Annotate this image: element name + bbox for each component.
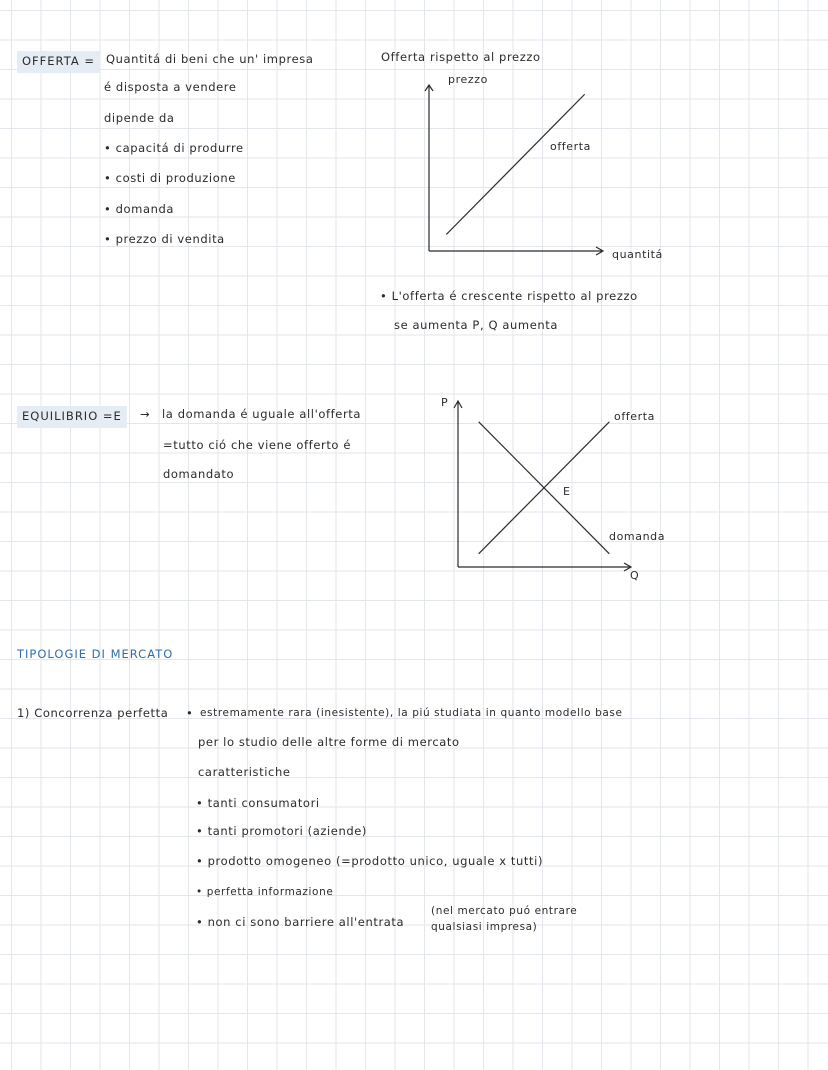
factor-item: • capacitá di produrre [104, 141, 244, 155]
characteristic-item: • non ci sono barriere all'entrata [196, 915, 405, 929]
offerta-definition-2: é disposta a vendere [104, 80, 237, 94]
barrier-note-2: qualsiasi impresa) [431, 921, 538, 933]
equilibrio-text-3: domandato [163, 467, 235, 481]
barrier-note-1: (nel mercato puó entrare [431, 905, 578, 917]
characteristic-label: non ci sono barriere all'entrata [207, 915, 405, 929]
chart-2-domanda-label: domanda [609, 530, 666, 543]
chart-2-y-label: P [441, 396, 449, 409]
equilibrio-text-1: la domanda é uguale all'offerta [162, 407, 362, 421]
factor-label: costi di produzione [115, 171, 236, 185]
factor-label: prezzo di vendita [115, 232, 225, 246]
equilibrio-heading: EQUILIBRIO =E [17, 406, 127, 428]
characteristic-item: • prodotto omogeneo (=prodotto unico, uguale x tutti) [196, 854, 544, 868]
characteristic-label: tanti consumatori [207, 796, 320, 810]
factor-item: • domanda [104, 202, 175, 216]
chart-1 [425, 73, 663, 261]
offerta-definition-1: Quantitá di beni che un' impresa [106, 52, 314, 66]
offerta-note-1: • L'offerta é crescente rispetto al prezzo [380, 289, 638, 303]
tipologie-desc-2: per lo studio delle altre forme di mercato [198, 735, 460, 749]
arrow-right-icon: → [140, 407, 151, 421]
tipologie-item-label: 1) Concorrenza perfetta [17, 706, 169, 720]
offerta-heading: OFFERTA = [17, 51, 100, 73]
chart-1-offerta-line [446, 94, 584, 234]
characteristic-label: perfetta informazione [206, 886, 334, 898]
factor-item: • prezzo di vendita [104, 232, 225, 246]
chart-1-x-label: quantitá [612, 248, 663, 261]
chart-2-equilibrium-label: E [563, 485, 571, 498]
chart-2-offerta-label: offerta [614, 410, 656, 423]
characteristic-label: tanti promotori (aziende) [207, 824, 368, 838]
equilibrio-text-2: =tutto ció che viene offerto é [163, 438, 352, 452]
chart-1-y-label: prezzo [448, 73, 488, 86]
bullet-icon: • [186, 706, 194, 720]
chart-2 [441, 396, 665, 582]
offerta-note-1-text: L'offerta é crescente rispetto al prezzo [391, 289, 638, 303]
tipologie-heading: TIPOLOGIE DI MERCATO [17, 647, 174, 661]
tipologie-desc-1: estremamente rara (inesistente), la piú studiata in quanto modello base [200, 707, 623, 719]
offerta-note-2: se aumenta P, Q aumenta [394, 318, 559, 332]
factor-item: • costi di produzione [104, 171, 236, 185]
characteristic-label: prodotto omogeneo (=prodotto unico, uguale x tutti) [207, 854, 544, 868]
offerta-depends-on: dipende da [104, 111, 175, 125]
factor-label: capacitá di produrre [115, 141, 244, 155]
factor-label: domanda [115, 202, 175, 216]
characteristics-label: caratteristiche [198, 765, 291, 779]
characteristic-item: • perfetta informazione [196, 886, 334, 898]
chart-1-title: Offerta rispetto al prezzo [381, 50, 541, 64]
characteristic-item: • tanti promotori (aziende) [196, 824, 368, 838]
chart-1-series-label: offerta [550, 140, 592, 153]
characteristic-item: • tanti consumatori [196, 796, 320, 810]
chart-2-x-label: Q [630, 569, 640, 582]
